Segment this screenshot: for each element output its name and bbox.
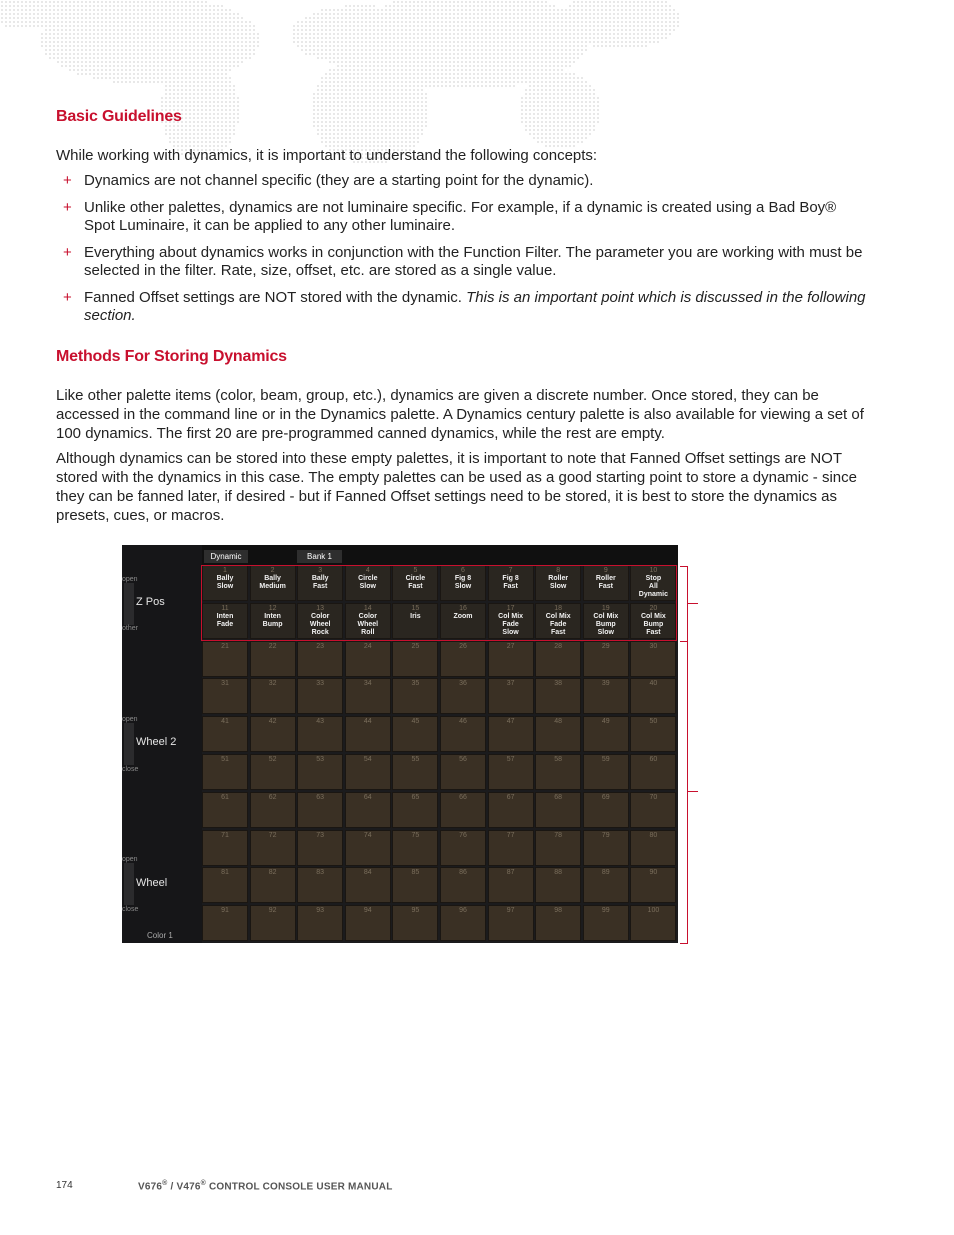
dynamic-cell[interactable]	[630, 754, 676, 790]
plus-icon: +	[63, 199, 72, 216]
dynamic-cell[interactable]	[345, 867, 391, 903]
dynamic-number: 44	[363, 718, 372, 726]
dynamic-cell[interactable]	[392, 754, 438, 790]
dynamic-number: 83	[316, 869, 325, 877]
dynamic-cell[interactable]	[250, 754, 296, 790]
plus-icon: +	[63, 289, 72, 306]
dynamic-number: 8	[556, 567, 561, 574]
dynamic-cell[interactable]	[250, 830, 296, 866]
dynamic-number: 67	[506, 793, 515, 801]
bracket-tick	[687, 791, 698, 792]
dynamic-label: Col Mix Bump Slow	[593, 612, 619, 636]
dynamic-cell[interactable]	[630, 716, 676, 752]
dynamic-cell[interactable]	[488, 830, 534, 866]
dynamic-number: 98	[554, 907, 563, 915]
encoder-bar	[124, 723, 134, 765]
dynamic-label: Color Wheel Rock	[309, 612, 331, 636]
dynamic-number: 56	[459, 756, 467, 763]
bullet-text: Fanned Offset settings are NOT stored with the dynamic. This is an important point which is discussed in the following section.	[84, 289, 866, 324]
dynamic-cell[interactable]	[392, 905, 438, 941]
dynamic-cell[interactable]	[440, 754, 486, 790]
dynamic-number: 94	[363, 907, 372, 915]
bullet-text: Everything about dynamics works in conjunction with the Function Filter. The parameter you are working with must be selected in the filter. Rate, size, offset, etc. are stored as a single value.	[84, 244, 863, 279]
dynamic-cell[interactable]	[392, 716, 438, 752]
dynamic-number: 15	[411, 604, 420, 612]
dynamic-cell[interactable]	[345, 792, 391, 828]
dynamic-number: 50	[649, 718, 658, 726]
dynamic-cell[interactable]	[202, 830, 248, 866]
dynamic-cell[interactable]	[630, 905, 676, 941]
encoder-bottom-label: other	[122, 625, 138, 632]
dynamic-cell[interactable]	[583, 716, 629, 752]
dynamic-number: 34	[363, 680, 372, 688]
dynamic-cell[interactable]	[297, 867, 343, 903]
tab-bank-1[interactable]: Bank 1	[297, 550, 342, 563]
bullet-text: Dynamics are not channel specific (they are a starting point for the dynamic).	[84, 172, 594, 189]
encoder-bar	[124, 863, 134, 905]
bullet-item	[56, 244, 871, 280]
page-number: 174	[56, 1180, 73, 1191]
dynamic-cell[interactable]	[345, 678, 391, 714]
dynamic-number: 17	[506, 604, 515, 612]
dynamic-cell[interactable]	[488, 792, 534, 828]
dynamic-number: 7	[508, 567, 513, 574]
dynamic-label: Col Mix Fade Fast	[545, 612, 571, 636]
dynamic-number: 75	[411, 831, 420, 839]
dynamic-number: 57	[506, 756, 515, 763]
dynamic-number: 62	[268, 793, 277, 801]
dynamic-number: 97	[506, 907, 515, 915]
dynamic-number: 77	[506, 831, 515, 839]
dynamic-cell[interactable]	[488, 641, 534, 677]
dynamic-label: Inten Bump	[262, 612, 283, 628]
dynamic-cell[interactable]	[440, 830, 486, 866]
dynamic-number: 54	[363, 756, 372, 763]
dynamic-label: Fig 8 Fast	[502, 575, 519, 590]
dynamic-number: 3	[318, 567, 323, 574]
dynamic-number: 11	[221, 604, 229, 612]
dynamic-cell[interactable]	[202, 792, 248, 828]
dynamic-cell[interactable]	[345, 716, 391, 752]
dynamic-cell[interactable]	[440, 641, 486, 677]
dynamic-cell[interactable]	[583, 830, 629, 866]
dynamic-cell[interactable]	[202, 905, 248, 941]
dynamic-number: 16	[459, 604, 467, 612]
dynamic-cell[interactable]	[583, 641, 629, 677]
dynamic-number: 10	[649, 567, 658, 574]
dynamic-number: 85	[411, 869, 420, 877]
dynamic-cell[interactable]	[535, 905, 581, 941]
dynamic-number: 68	[554, 793, 563, 801]
dynamic-number: 49	[601, 718, 610, 726]
dynamic-cell[interactable]	[535, 792, 581, 828]
manual-title: V676® / V476® CONTROL CONSOLE USER MANUAL	[138, 1180, 393, 1193]
dynamic-number: 59	[601, 756, 610, 763]
dynamic-number: 22	[268, 642, 277, 650]
dynamic-number: 92	[268, 907, 277, 915]
dynamic-number: 86	[459, 869, 467, 877]
dynamic-cell[interactable]	[392, 641, 438, 677]
dynamic-label: Circle Fast	[405, 575, 426, 590]
dynamic-number: 48	[554, 718, 563, 726]
dynamic-number: 89	[601, 869, 610, 877]
dynamic-number: 70	[649, 793, 658, 801]
dynamic-cell[interactable]	[202, 716, 248, 752]
dynamic-cell[interactable]	[250, 678, 296, 714]
dynamic-cell[interactable]	[392, 678, 438, 714]
dynamic-number: 87	[506, 869, 515, 877]
dynamic-label: Col Mix Bump Fast	[640, 612, 666, 636]
dynamic-number: 64	[363, 793, 372, 801]
dynamic-cell[interactable]	[250, 641, 296, 677]
dynamic-cell[interactable]	[440, 792, 486, 828]
dynamic-number: 78	[554, 831, 563, 839]
dynamic-number: 76	[459, 831, 467, 839]
dynamic-number: 88	[554, 869, 563, 877]
dynamic-label: Bally Slow	[216, 575, 234, 590]
dynamic-number: 55	[411, 756, 420, 763]
dynamic-cell[interactable]	[488, 678, 534, 714]
dynamic-number: 84	[363, 869, 372, 877]
dynamic-number: 23	[316, 642, 325, 650]
dynamic-cell[interactable]	[345, 641, 391, 677]
dynamic-cell[interactable]	[392, 830, 438, 866]
encoder-bottom-label: close	[122, 906, 139, 913]
dynamic-number: 65	[411, 793, 420, 801]
dynamic-number: 51	[221, 756, 229, 763]
bracket-canned	[680, 566, 688, 642]
dynamic-cell[interactable]	[297, 641, 343, 677]
dynamic-number: 43	[316, 718, 325, 726]
dynamic-cell[interactable]	[250, 792, 296, 828]
dynamic-cell[interactable]	[630, 830, 676, 866]
dynamics-palette-screenshot	[122, 545, 678, 943]
bullet-item	[56, 199, 871, 235]
tab-dynamic[interactable]: Dynamic	[204, 550, 248, 563]
encoder-name: Z Pos	[136, 596, 165, 608]
dynamic-cell[interactable]	[202, 641, 248, 677]
dynamic-cell[interactable]	[583, 792, 629, 828]
dynamic-cell[interactable]	[440, 905, 486, 941]
dynamic-number: 66	[459, 793, 467, 801]
dynamic-cell[interactable]	[535, 754, 581, 790]
dynamic-label: Bally Medium	[259, 575, 286, 590]
dynamic-cell[interactable]	[488, 867, 534, 903]
dynamic-cell[interactable]	[488, 754, 534, 790]
dynamic-number: 69	[601, 793, 610, 801]
palette-tabbar	[202, 545, 678, 565]
dynamic-number: 36	[459, 680, 467, 688]
dynamic-cell[interactable]	[297, 905, 343, 941]
encoder-bar	[124, 583, 134, 625]
dynamic-number: 71	[221, 831, 229, 839]
dynamic-cell[interactable]	[392, 867, 438, 903]
dynamic-number: 28	[554, 642, 563, 650]
bullet-text: Unlike other palettes, dynamics are not luminaire specific. For example, if a dynamic is created using a Bad Boy® Spot Luminaire, it can be applied to any other luminaire.	[84, 199, 837, 234]
dynamic-label: Roller Slow	[548, 575, 569, 590]
dynamic-cell[interactable]	[297, 830, 343, 866]
dynamic-cell[interactable]	[297, 754, 343, 790]
dynamic-number: 18	[554, 604, 563, 612]
bracket-tick	[687, 603, 698, 604]
dynamic-number: 91	[221, 907, 229, 915]
dynamic-number: 45	[411, 718, 420, 726]
dynamic-label: Iris	[410, 612, 421, 620]
dynamic-cell[interactable]	[345, 830, 391, 866]
dynamic-label: Inten Fade	[216, 612, 234, 628]
dynamic-cell[interactable]	[583, 678, 629, 714]
dynamic-number: 26	[459, 642, 467, 650]
dynamic-label: Zoom	[453, 612, 473, 620]
dynamic-cell[interactable]	[202, 867, 248, 903]
bullet-item	[56, 172, 871, 190]
encoder-top-label: open	[122, 576, 138, 583]
dynamic-cell[interactable]	[297, 792, 343, 828]
dynamic-number: 53	[316, 756, 325, 763]
dynamic-cell[interactable]	[345, 905, 391, 941]
dynamic-cell[interactable]	[440, 716, 486, 752]
encoder-bottom-label: close	[122, 766, 139, 773]
dynamic-number: 31	[221, 680, 229, 688]
dynamic-number: 82	[268, 869, 277, 877]
dynamic-number: 27	[506, 642, 515, 650]
dynamic-number: 80	[649, 831, 658, 839]
dynamic-number: 25	[411, 642, 420, 650]
dynamic-number: 35	[411, 680, 420, 688]
dynamic-label: Stop All Dynamic	[638, 575, 668, 598]
dynamic-cell[interactable]	[535, 830, 581, 866]
dynamic-cell[interactable]	[440, 678, 486, 714]
plus-icon: +	[63, 172, 72, 189]
dynamic-cell[interactable]	[392, 792, 438, 828]
dynamic-number: 20	[649, 604, 658, 612]
dynamic-number: 72	[268, 831, 277, 839]
dynamic-cell[interactable]	[630, 792, 676, 828]
dynamic-label: Roller Fast	[595, 575, 616, 590]
dynamic-number: 81	[221, 869, 229, 877]
dynamic-cell[interactable]	[488, 716, 534, 752]
bullet-item	[56, 289, 871, 325]
bullet-italic-note: This is an important point which is discussed in the following section.	[84, 289, 866, 324]
dynamic-number: 61	[221, 793, 229, 801]
dynamic-number: 46	[459, 718, 467, 726]
dynamic-number: 73	[316, 831, 325, 839]
dynamic-cell[interactable]	[202, 754, 248, 790]
dynamic-number: 24	[363, 642, 372, 650]
dynamic-cell[interactable]	[583, 754, 629, 790]
dynamic-cell[interactable]	[250, 905, 296, 941]
encoder-panel	[122, 545, 202, 943]
dynamic-number: 33	[316, 680, 325, 688]
color-panel-label: Color 1	[147, 931, 173, 940]
methods-paragraph-2: Although dynamics can be stored into these empty palettes, it is important to note that Fanned Offset settings are NOT stored with the dynamics in this case. The empty palettes can be used as a good starting point to store a dynamic - since they can be fanned later, if desired - but if Fanned Offset settings need to be stored, it is best to store the dynamics as presets, cues, or macros.	[56, 450, 857, 524]
dynamic-number: 39	[601, 680, 610, 688]
dynamic-number: 52	[268, 756, 277, 763]
dynamic-number: 93	[316, 907, 325, 915]
dynamic-number: 13	[316, 604, 325, 612]
heading-basic-guidelines: Basic Guidelines	[56, 108, 182, 125]
dynamic-cell[interactable]	[630, 678, 676, 714]
dynamic-number: 4	[365, 567, 370, 574]
dynamic-number: 95	[411, 907, 420, 915]
dynamic-cell[interactable]	[345, 754, 391, 790]
dynamic-number: 79	[601, 831, 610, 839]
dynamic-cell[interactable]	[297, 678, 343, 714]
dynamic-cell[interactable]	[440, 867, 486, 903]
encoder-name: Wheel 2	[136, 736, 177, 748]
dynamic-number: 41	[221, 718, 229, 726]
dynamic-number: 21	[221, 642, 229, 650]
dynamic-number: 40	[649, 680, 658, 688]
dynamic-cell[interactable]	[297, 716, 343, 752]
dynamic-number: 5	[413, 567, 418, 574]
dynamic-number: 2	[270, 567, 275, 574]
dynamic-number: 19	[601, 604, 610, 612]
dynamic-cell[interactable]	[250, 716, 296, 752]
dynamic-cell[interactable]	[583, 905, 629, 941]
methods-paragraph-1: Like other palette items (color, beam, group, etc.), dynamics are given a discrete number. Once stored, they can be accessed in the command line or in the Dynamics palette. A Dynamics century palette is also available for viewing a set of 100 dynamics. The first 20 are pre-programmed canned dynamics, while the rest are empty.	[56, 387, 864, 442]
dynamic-number: 100	[647, 907, 660, 915]
dynamic-cell[interactable]	[630, 867, 676, 903]
encoder-top-label: open	[122, 716, 138, 723]
dynamic-cell[interactable]	[535, 867, 581, 903]
dynamic-cell[interactable]	[535, 716, 581, 752]
dynamic-number: 12	[268, 604, 277, 612]
encoder-top-label: open	[122, 856, 138, 863]
dynamic-number: 29	[601, 642, 610, 650]
encoder-name: Wheel	[136, 877, 168, 889]
dynamic-label: Circle Slow	[358, 575, 378, 590]
dynamic-number: 63	[316, 793, 325, 801]
dynamic-number: 60	[649, 756, 658, 763]
basic-intro: While working with dynamics, it is important to understand the following concepts:	[56, 147, 598, 164]
dynamic-number: 9	[603, 567, 608, 574]
dynamic-number: 58	[554, 756, 563, 763]
dynamic-label: Col Mix Fade Slow	[498, 612, 524, 636]
dynamic-cell[interactable]	[202, 678, 248, 714]
dynamic-number: 47	[506, 718, 515, 726]
dynamic-number: 1	[223, 567, 227, 574]
dynamic-number: 37	[506, 680, 515, 688]
canned-dynamics-highlight	[201, 565, 677, 641]
dynamic-number: 32	[268, 680, 277, 688]
dynamic-cell[interactable]	[535, 678, 581, 714]
dynamic-cell[interactable]	[630, 641, 676, 677]
dynamic-cell[interactable]	[488, 905, 534, 941]
dynamic-label: Fig 8 Slow	[454, 575, 472, 590]
dynamic-cell[interactable]	[250, 867, 296, 903]
dynamic-number: 30	[649, 642, 658, 650]
dynamic-number: 74	[363, 831, 372, 839]
dynamic-number: 42	[268, 718, 277, 726]
dynamic-number: 90	[649, 869, 658, 877]
dynamic-cell[interactable]	[535, 641, 581, 677]
dynamic-label: Bally Fast	[311, 575, 329, 590]
dynamic-label: Color Wheel Roll	[357, 612, 379, 636]
bracket-empty	[680, 641, 688, 944]
heading-methods: Methods For Storing Dynamics	[56, 348, 287, 365]
plus-icon: +	[63, 244, 72, 261]
dynamic-number: 99	[601, 907, 610, 915]
dynamic-number: 96	[459, 907, 467, 915]
dynamic-number: 38	[554, 680, 563, 688]
dynamic-number: 14	[363, 604, 372, 612]
dynamic-cell[interactable]	[583, 867, 629, 903]
dynamic-number: 6	[461, 567, 465, 574]
